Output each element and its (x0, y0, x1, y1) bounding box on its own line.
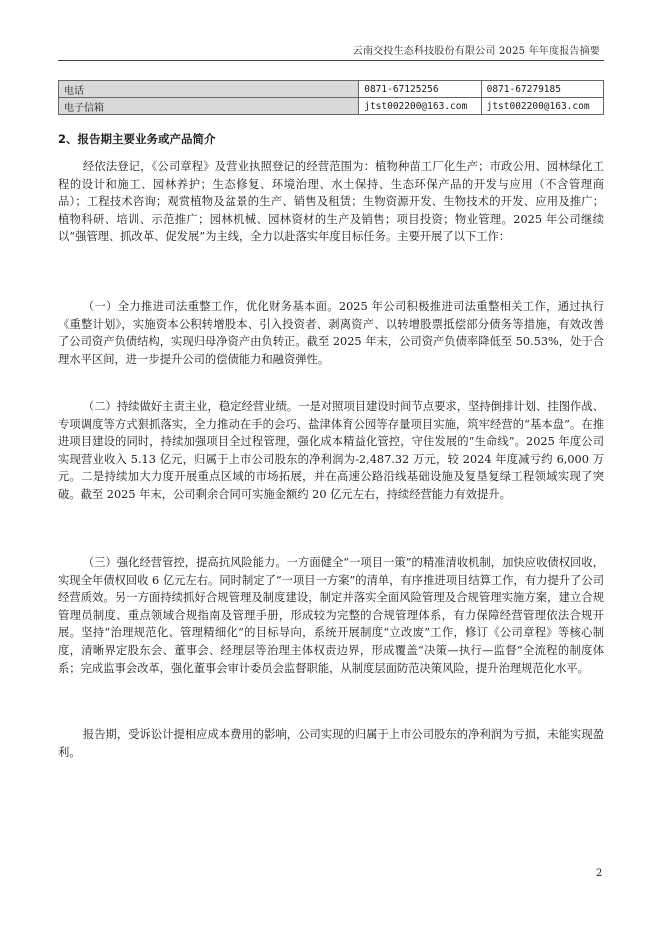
business-scope-paragraph: 经依法登记，《公司章程》及营业执照登记的经营范围为：植物种苗工厂化生产；市政公用、园林绿化工程的设计和施工、园林养护；生态修复、环境治理、水土保持、生态环保产品的开发与应用（不含管理商品）；工程技术咨询；观赏植物及盆景的生产、销售及租赁；生物资源开发、生物技术的开发、应用及推广；植物科研、培训、示范推广；园林机械、园林资材的生产及销售；项目投资；物业管理。2025 年公司继续以“强管理、抓改革、促发展”为主线，全力以赴落实年度目标任务。主要开展了以下工作： (58, 160, 604, 244)
restructuring-paragraph: （一）全力推进司法重整工作，优化财务基本面。2025 年公司积极推进司法重整相关工作，通过执行《重整计划》，实施资本公积转增股本、引入投资者、剥离资产、以转增股票抵偿部分债务等措施，有效改善了公司资产负债结构，实现归母净资产由负转正。截至 2025 年末，公司资产负债率降低至 50.53%，处于合理水平区间，进一步提升公司的偿债能力和融资弹性。 (58, 300, 604, 366)
email-label: 电子信箱 (59, 98, 359, 115)
phone-label: 电话 (59, 81, 359, 98)
risk-control-paragraph: （三）强化经营管控，提高抗风险能力。一方面健全“一项目一策”的精准清收机制，加快应收债权回收，实现全年债权回收 6 亿元左右。同时制定了“一项目一方案”的清单，有序推进项目结算工作，有力提升了公司经营质效。另一方面持续抓好合规管理及制度建设，制定并落实全面风险管理及合规管理实施方案，建立合规管理员制度、重点领域合规指南及管理手册，形成较为完整的合规管理体系，有力保障经营管理依法合规开展。坚持“治理规范化、管理精细化”的目标导向，系统开展制度“立改废”工作，修订《公司章程》等核心制度，清晰界定股东会、董事会、经理层等治理主体权责边界，形成覆盖“决策—执行—监督”全流程的制度体系；完成监事会改革，强化董事会审计委员会监督职能，从制度层面防范决策风险，提升治理规范化水平。 (58, 556, 604, 675)
email-value-secretary: jtst002200@163.com (359, 98, 481, 115)
table-row (59, 81, 604, 98)
header-divider (58, 60, 604, 61)
table-row (59, 98, 604, 115)
contact-info-table (58, 80, 604, 115)
email-value-representative: jtst002200@163.com (481, 98, 603, 115)
phone-value-secretary: 0871-67125256 (359, 81, 481, 98)
report-header-title: 云南交投生态科技股份有限公司 2025 年年度报告摘要 (352, 46, 600, 57)
loss-explanation-paragraph: 报告期，受诉讼计提相应成本费用的影响，公司实现的归属于上市公司股东的净利润为亏损，未能实现盈利。 (58, 728, 604, 759)
page-number: 2 (596, 868, 603, 879)
phone-value-representative: 0871-67279185 (481, 81, 603, 98)
section-heading: 2、报告期主要业务或产品简介 (58, 132, 216, 146)
core-business-paragraph: （二）持续做好主责主业，稳定经营业绩。一是对照项目建设时间节点要求，坚持倒排计划、挂图作战、专项调度等方式狠抓落实，全力推动在手的会巧、盐津体育公园等存量项目实施，筑牢经营的“基本盘”。在推进项目建设的同时，持续加强项目全过程管理，强化成本精益化管控，守住发展的“生命线”。2025 年度公司实现营业收入 5.13 亿元，归属于上市公司股东的净利润为-2,487.32 万元，较 2024 年度减亏约 6,000 万元。二是持续加大力度开展重点区域的市场拓展，并在高速公路沿线基础设施及复垦复绿工程领域实现了突破。截至 2025 年末，公司剩余合同可实施金额约 20 亿元左右，持续经营能力有效提升。 (58, 400, 604, 501)
